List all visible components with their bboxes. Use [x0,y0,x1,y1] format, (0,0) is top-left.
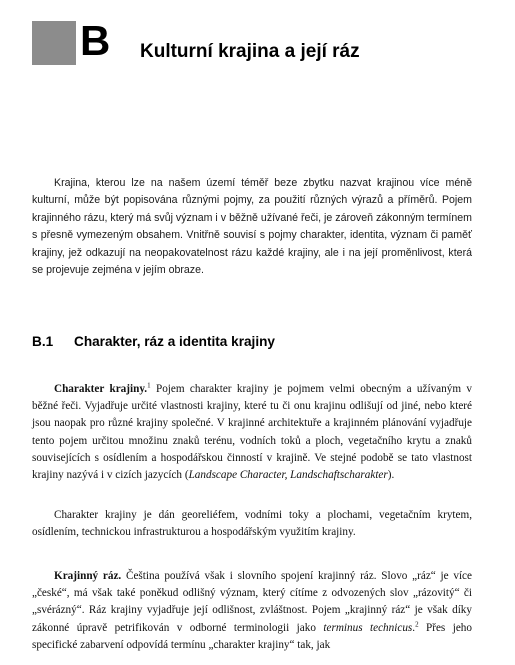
paragraph-italic-term: terminus technicus [323,621,413,634]
paragraph-krajinny-raz [32,568,472,654]
intro-paragraph: Krajina, kterou lze na našem území téměř beze zbytku nazvat krajinou více méně kulturní, může být popisována různými pojmy, za použití různých výrazů a příměrů. Pojem krajinného rázu, který má svůj význam i v běžně užívané řeči, je zároveň zákonným termínem s přesně vymezeným obsahem. Vnitřně souvisí s pojmy charakter, identita, význam či paměť krajiny, jež odkazují na neopakovatelnost rázu každé krajiny, ale i na její proměnlivost, která se projevuje zejména v jejím obraze. [32,177,472,277]
chapter-letter: B [80,17,111,64]
chapter-marker-block [32,21,76,65]
paragraph-italic-term: Landscape Character, Landschaftscharakter [188,469,388,482]
section-title: Charakter, ráz a identita krajiny [74,334,275,349]
paragraph-text: Pojem charakter krajiny je pojmem velmi obecným a užívaným v běžné řeči. Vyjadřuje určité vlastnosti krajiny, které tu či onu krajinu odlišují od jiné, nebo které jsou naopak pro různé krajiny společné. V krajinné architektuře a krajinném plánování vyjadřuje tento pojem určitou množinu znaků terénu, vodních toků a ploch, vegetačního krytu a znaků souvisejících s osídlením a hospodářskou činností v krajině. Ve stejné podobě se tato vlastnost krajiny nazývá i v cizích jazycích ( [32,383,472,482]
section-number: B.1 [32,334,54,349]
paragraph-lead-term: Charakter krajiny. [54,383,148,395]
paragraph-charakter-krajiny [32,381,472,484]
paragraph-text-end: Přes jeho specifické zabarvení odpovídá termínu „charakter krajiny“ tak, jak [32,621,472,651]
paragraph-text-punct: . [412,621,416,634]
paragraph-text: Čeština používá však i slovního spojení krajinný ráz. Slovo „ráz“ je více „české“, má však také poněkud odlišný význam, který cítíme z odvozených slov „rázovitý“ či „svérázný“. Ráz krajiny vyjadřuje její odlišnost, zvláštnost. Pojem „krajinný ráz“ je však díky zákonné úpravě petrifikován v odborné terminologii jako [32,570,472,634]
footnote-marker[interactable]: 2 [415,619,419,628]
paragraph-charakter-dan: Charakter krajiny je dán georeliéfem, vodními toky a plochami, vegetačním krytem, osídlením, technickou infrastrukturou a hospodářským využitím krajiny. [32,509,472,539]
paragraph-lead-term: Krajinný ráz. [54,570,122,582]
paragraph-text-end: ). [387,469,395,482]
chapter-title: Kulturní krajina a její ráz [140,41,360,62]
footnote-marker[interactable]: 1 [147,381,151,390]
section-heading [32,333,275,351]
